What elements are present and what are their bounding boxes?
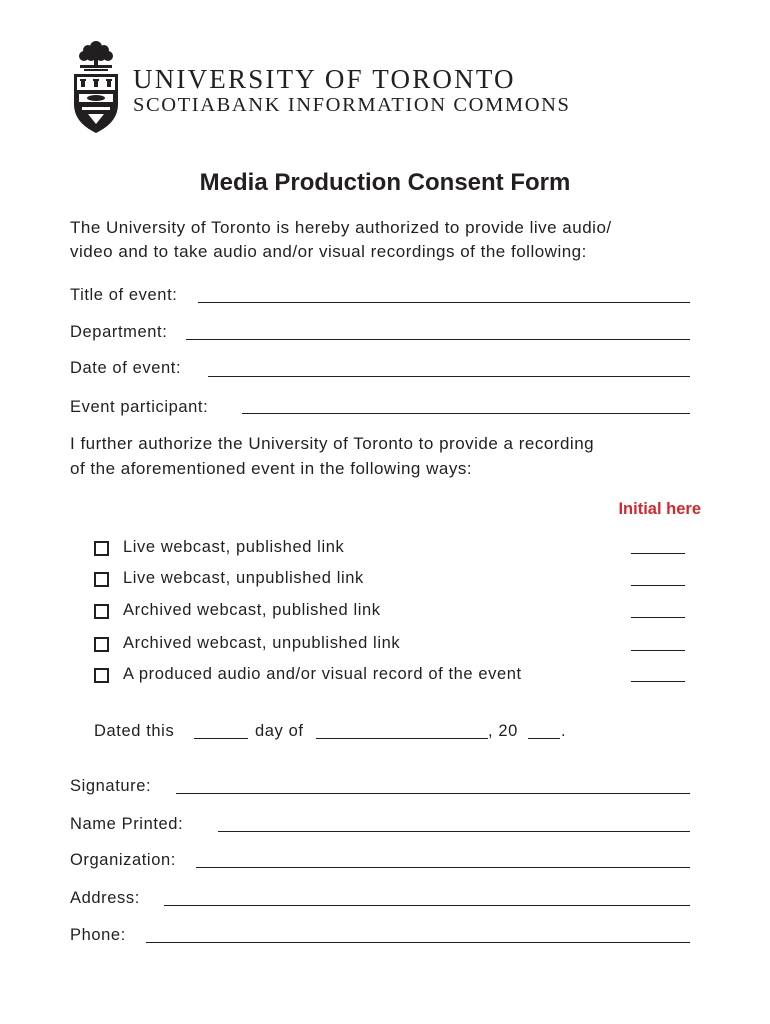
organization-field[interactable] xyxy=(196,867,690,868)
option-2-initial-field[interactable] xyxy=(631,585,685,586)
event-participant-field[interactable] xyxy=(242,413,690,414)
option-2-label: Live webcast, unpublished link xyxy=(123,569,364,587)
option-4-checkbox[interactable] xyxy=(94,637,109,652)
option-1-initial-field[interactable] xyxy=(631,553,685,554)
intro-line-1: The University of Toronto is hereby authorized to provide live audio/ xyxy=(70,218,612,237)
university-crest-icon xyxy=(68,38,124,136)
dated-end-period: . xyxy=(561,722,567,740)
option-3-label: Archived webcast, published link xyxy=(123,601,381,619)
unit-name: SCOTIABANK INFORMATION COMMONS xyxy=(133,94,571,116)
phone-label: Phone: xyxy=(70,926,126,944)
dated-day-field[interactable] xyxy=(194,738,248,739)
date-of-event-field[interactable] xyxy=(208,376,690,377)
organization-label: Organization: xyxy=(70,851,176,869)
department-label: Department: xyxy=(70,323,168,341)
further-line-2: of the aforementioned event in the following ways: xyxy=(70,459,473,478)
year-prefix-label: , 20 xyxy=(488,722,518,740)
dated-year-field[interactable] xyxy=(528,738,560,739)
dated-month-field[interactable] xyxy=(316,738,488,739)
option-2-checkbox[interactable] xyxy=(94,572,109,587)
option-5-label: A produced audio and/or visual record of the event xyxy=(123,665,522,683)
option-5-checkbox[interactable] xyxy=(94,668,109,683)
further-line-1: I further authorize the University of Toronto to provide a recording xyxy=(70,434,595,453)
day-of-label: day of xyxy=(255,722,304,740)
address-field[interactable] xyxy=(164,905,690,906)
title-of-event-label: Title of event: xyxy=(70,286,178,304)
option-3-initial-field[interactable] xyxy=(631,617,685,618)
date-of-event-label: Date of event: xyxy=(70,359,182,377)
dated-this-label: Dated this xyxy=(94,722,175,740)
university-name: UNIVERSITY OF TORONTO xyxy=(133,64,516,94)
form-title: Media Production Consent Form xyxy=(199,169,571,196)
option-1-label: Live webcast, published link xyxy=(123,538,345,556)
option-4-label: Archived webcast, unpublished link xyxy=(123,634,401,652)
option-4-initial-field[interactable] xyxy=(631,650,685,651)
title-of-event-field[interactable] xyxy=(198,302,690,303)
name-printed-field[interactable] xyxy=(218,831,690,832)
signature-field[interactable] xyxy=(176,793,690,794)
address-label: Address: xyxy=(70,889,140,907)
option-1-checkbox[interactable] xyxy=(94,541,109,556)
signature-label: Signature: xyxy=(70,777,152,795)
initial-here-label: Initial here xyxy=(618,500,701,518)
name-printed-label: Name Printed: xyxy=(70,815,184,833)
department-field[interactable] xyxy=(186,339,690,340)
phone-field[interactable] xyxy=(146,942,690,943)
option-5-initial-field[interactable] xyxy=(631,681,685,682)
event-participant-label: Event participant: xyxy=(70,398,209,416)
intro-line-2: video and to take audio and/or visual recordings of the following: xyxy=(70,242,587,261)
option-3-checkbox[interactable] xyxy=(94,604,109,619)
